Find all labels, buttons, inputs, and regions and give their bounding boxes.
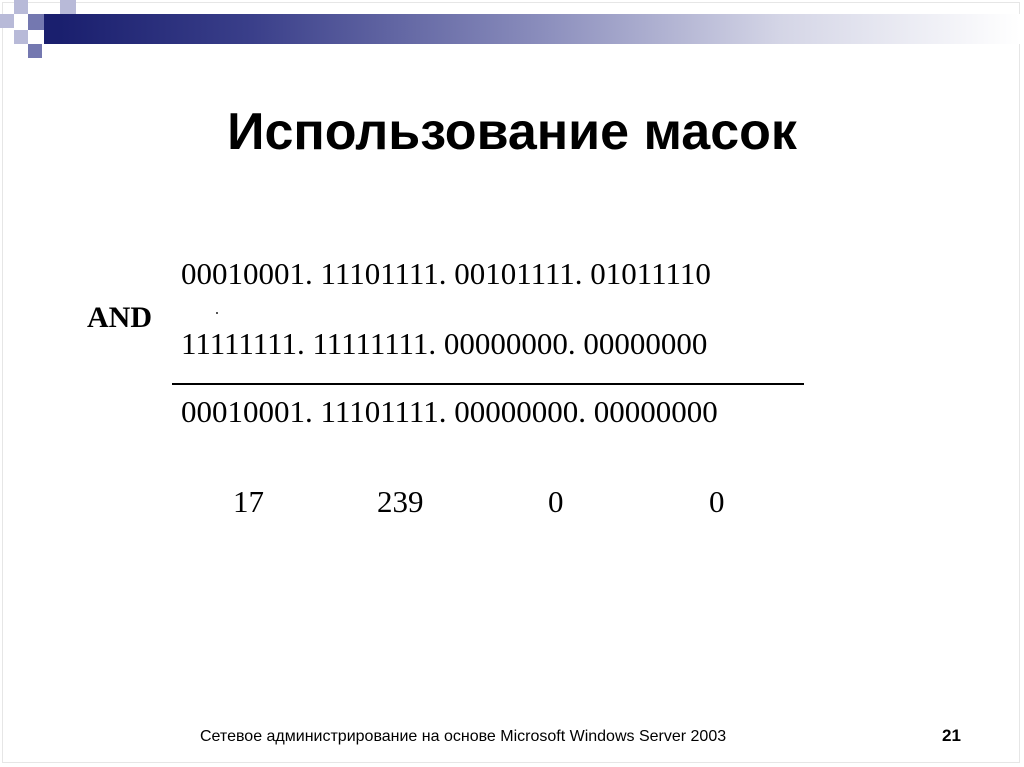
decimal-octet-2: 239	[377, 484, 424, 519]
slide-title: Использование масок	[227, 103, 797, 161]
slide-footer: Сетевое администрирование на основе Microsoft Windows Server 2003	[200, 728, 727, 745]
and-operator-label: AND	[87, 301, 152, 334]
network-address-binary: 00010001. 11101111. 00000000. 00000000	[181, 394, 718, 429]
decimal-octet-3: 0	[548, 484, 564, 519]
result-divider	[172, 383, 804, 385]
subnet-mask-binary: 11111111. 11111111. 00000000. 00000000	[181, 326, 708, 361]
ip-address-binary: 00010001. 11101111. 00101111. 01011110	[181, 256, 711, 291]
stray-dot	[216, 312, 218, 314]
decimal-octet-1: 17	[233, 484, 264, 519]
header-gradient-bar	[60, 14, 1020, 44]
page-number: 21	[942, 726, 961, 745]
decimal-octet-4: 0	[709, 484, 725, 519]
